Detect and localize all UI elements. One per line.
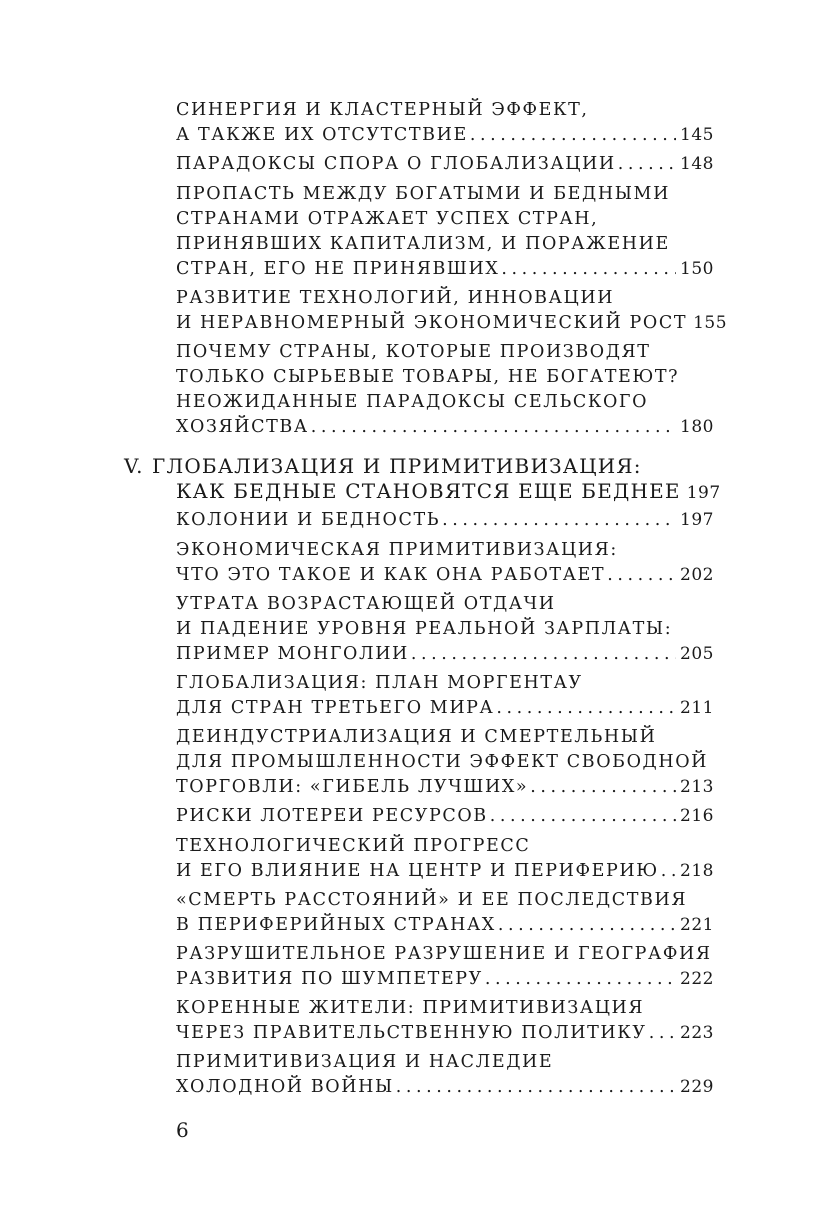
dot-leader	[396, 1075, 676, 1100]
dot-leader	[311, 415, 676, 440]
toc-page-ref: 150	[680, 259, 714, 279]
toc-entry-line: СТРАНАМИ ОТРАЖАЕТ УСПЕХ СТРАН,	[176, 209, 599, 229]
toc-entry-line: РАЗВИТИЕ ТЕХНОЛОГИЙ, ИННОВАЦИИ	[176, 288, 615, 308]
toc-chapter[interactable]	[152, 454, 721, 506]
toc-entry[interactable]	[176, 592, 714, 667]
toc-entry[interactable]	[176, 804, 714, 829]
toc-entry[interactable]	[176, 182, 714, 282]
toc-page-ref: 218	[680, 861, 714, 881]
toc-page-ref: 211	[680, 698, 714, 718]
toc-entry-last-line	[176, 563, 714, 588]
toc-entry-line: ДЛЯ ПРОМЫШЛЕННОСТИ ЭФФЕКТ СВОБОДНОЙ	[176, 752, 709, 772]
toc-entry-title: ПАРАДОКСЫ СПОРА О ГЛОБАЛИЗАЦИИ	[176, 154, 616, 174]
toc-entry-last-line	[176, 311, 728, 336]
toc-entry-line: ТЕХНОЛОГИЧЕСКИЙ ПРОГРЕСС	[176, 836, 531, 856]
toc-entry-line: ПОЧЕМУ СТРАНЫ, КОТОРЫЕ ПРОИЗВОДЯТ	[176, 342, 651, 362]
toc-entry[interactable]	[176, 340, 714, 440]
toc-entry-last-line	[176, 152, 714, 177]
toc-entry-line: ДЕИНДУСТРИАЛИЗАЦИЯ И СМЕРТЕЛЬНЫЙ	[176, 727, 657, 747]
dot-leader	[411, 642, 676, 667]
toc-entry-title: ПРИМЕР МОНГОЛИИ	[176, 644, 409, 664]
toc-entry-title: ХОЗЯЙСТВА	[176, 417, 309, 437]
dot-leader	[501, 257, 676, 282]
toc-entry-title: РАЗВИТИЯ ПО ШУМПЕТЕРУ	[176, 969, 483, 989]
chapter-number: V.	[124, 454, 144, 478]
toc-entry-line: ПРИНЯВШИХ КАПИТАЛИЗМ, И ПОРАЖЕНИЕ	[176, 234, 670, 254]
toc-entry-last-line	[176, 415, 714, 440]
toc-entry[interactable]	[176, 538, 714, 588]
toc-page-ref: 213	[680, 777, 714, 797]
toc-entry-line: ТОЛЬКО СЫРЬЕВЫЕ ТОВАРЫ, НЕ БОГАТЕЮТ?	[176, 367, 680, 387]
dot-leader	[485, 967, 676, 992]
dot-leader	[496, 696, 676, 721]
toc-entry-last-line	[176, 1021, 714, 1046]
toc-entry-line: ЭКОНОМИЧЕСКАЯ ПРИМИТИВИЗАЦИЯ:	[176, 540, 618, 560]
toc-entry-line: НЕОЖИДАННЫЕ ПАРАДОКСЫ СЕЛЬСКОГО	[176, 392, 649, 412]
toc-entry-line: ПРИМИТИВИЗАЦИЯ И НАСЛЕДИЕ	[176, 1052, 554, 1072]
toc-entry-last-line	[176, 508, 714, 533]
toc-page-ref: 197	[680, 510, 714, 530]
dot-leader	[442, 508, 676, 533]
toc-entry[interactable]	[176, 671, 714, 721]
dot-leader	[530, 775, 676, 800]
toc-page-ref: 155	[693, 313, 728, 333]
toc-entry-last-line	[176, 696, 714, 721]
toc-page-ref: 229	[680, 1077, 714, 1097]
dot-leader	[607, 563, 676, 588]
toc-page-ref: 180	[680, 417, 714, 437]
toc-entry-title: ХОЛОДНОЙ ВОЙНЫ	[176, 1077, 394, 1097]
toc-entry[interactable]	[176, 888, 714, 938]
toc-entry[interactable]	[176, 152, 714, 177]
page-number: 6	[176, 1118, 189, 1142]
toc-page-ref: 205	[680, 644, 714, 664]
toc-entry-line: РАЗРУШИТЕЛЬНОЕ РАЗРУШЕНИЕ И ГЕОГРАФИЯ	[176, 944, 712, 964]
toc-entry[interactable]	[176, 834, 714, 884]
toc-page-ref: 148	[680, 154, 714, 174]
chapter-title: КАК БЕДНЫЕ СТАНОВЯТСЯ ЕЩЕ БЕДНЕЕ	[176, 479, 681, 503]
toc-page-ref: 145	[680, 125, 714, 145]
toc-entry-title: И НЕРАВНОМЕРНЫЙ ЭКОНОМИЧЕСКИЙ РОСТ	[176, 313, 688, 333]
toc-page-ref: 223	[680, 1023, 714, 1043]
dot-leader	[490, 804, 676, 829]
dot-leader	[618, 152, 676, 177]
toc-page-ref: 221	[680, 915, 714, 935]
toc-entry-title: В ПЕРИФЕРИЙНЫХ СТРАНАХ	[176, 915, 496, 935]
toc-entry-last-line	[176, 859, 714, 884]
toc-entry-title: РИСКИ ЛОТЕРЕИ РЕСУРСОВ	[176, 806, 488, 826]
toc-entry-last-line	[176, 123, 714, 148]
toc-entry-title: И ЕГО ВЛИЯНИЕ НА ЦЕНТР И ПЕРИФЕРИЮ	[176, 861, 659, 881]
toc-entry-line: КОРЕННЫЕ ЖИТЕЛИ: ПРИМИТИВИЗАЦИЯ	[176, 998, 645, 1018]
toc-entry-last-line	[176, 775, 714, 800]
toc-entry-last-line	[176, 1075, 714, 1100]
toc-entry-line: УТРАТА ВОЗРАСТАЮЩЕЙ ОТДАЧИ	[176, 594, 556, 614]
toc-entry-last-line	[176, 257, 714, 282]
toc-entry-title: СТРАН, ЕГО НЕ ПРИНЯВШИХ	[176, 259, 500, 279]
dot-leader	[498, 913, 676, 938]
dot-leader	[661, 859, 676, 884]
toc-entry-line: ГЛОБАЛИЗАЦИЯ: ПЛАН МОРГЕНТАУ	[176, 673, 583, 693]
toc-entry-title: ЧЕРЕЗ ПРАВИТЕЛЬСТВЕННУЮ ПОЛИТИКУ	[176, 1023, 647, 1043]
toc-entry-last-line	[176, 967, 714, 992]
toc-entry-title: ТОРГОВЛИ: «ГИБЕЛЬ ЛУЧШИХ»	[176, 777, 529, 797]
toc-entry-last-line	[176, 804, 714, 829]
toc-entry-last-line	[176, 913, 714, 938]
toc-page-ref: 197	[686, 483, 721, 503]
chapter-title-last-line	[176, 479, 721, 506]
dot-leader	[649, 1021, 676, 1046]
toc-page-ref: 202	[680, 565, 714, 585]
toc-entry-title: КОЛОНИИ И БЕДНОСТЬ	[176, 510, 441, 530]
toc-page-ref: 216	[680, 806, 714, 826]
toc-entry[interactable]	[176, 508, 714, 533]
toc-entry[interactable]	[176, 996, 714, 1046]
toc-entry[interactable]	[176, 286, 728, 336]
dot-leader	[470, 123, 676, 148]
toc-page-ref: 222	[680, 969, 714, 989]
toc-entry-title: ЧТО ЭТО ТАКОЕ И КАК ОНА РАБОТАЕТ	[176, 565, 606, 585]
toc-entry-title: А ТАКЖЕ ИХ ОТСУТСТВИЕ	[176, 125, 468, 145]
toc-entry[interactable]	[176, 98, 714, 148]
toc-entry-line: ПРОПАСТЬ МЕЖДУ БОГАТЫМИ И БЕДНЫМИ	[176, 184, 670, 204]
toc-entry[interactable]	[176, 1050, 714, 1100]
toc-entry-line: И ПАДЕНИЕ УРОВНЯ РЕАЛЬНОЙ ЗАРПЛАТЫ:	[176, 619, 673, 639]
toc-entry-line: «СМЕРТЬ РАССТОЯНИЙ» И ЕЕ ПОСЛЕДСТВИЯ	[176, 890, 688, 910]
toc-entry-last-line	[176, 642, 714, 667]
toc-entry[interactable]	[176, 942, 714, 992]
chapter-title-line: ГЛОБАЛИЗАЦИЯ И ПРИМИТИВИЗАЦИЯ:	[152, 454, 642, 478]
toc-entry[interactable]	[176, 725, 714, 800]
toc-entry-line: СИНЕРГИЯ И КЛАСТЕРНЫЙ ЭФФЕКТ,	[176, 100, 589, 120]
toc-entry-title: ДЛЯ СТРАН ТРЕТЬЕГО МИРА	[176, 698, 495, 718]
